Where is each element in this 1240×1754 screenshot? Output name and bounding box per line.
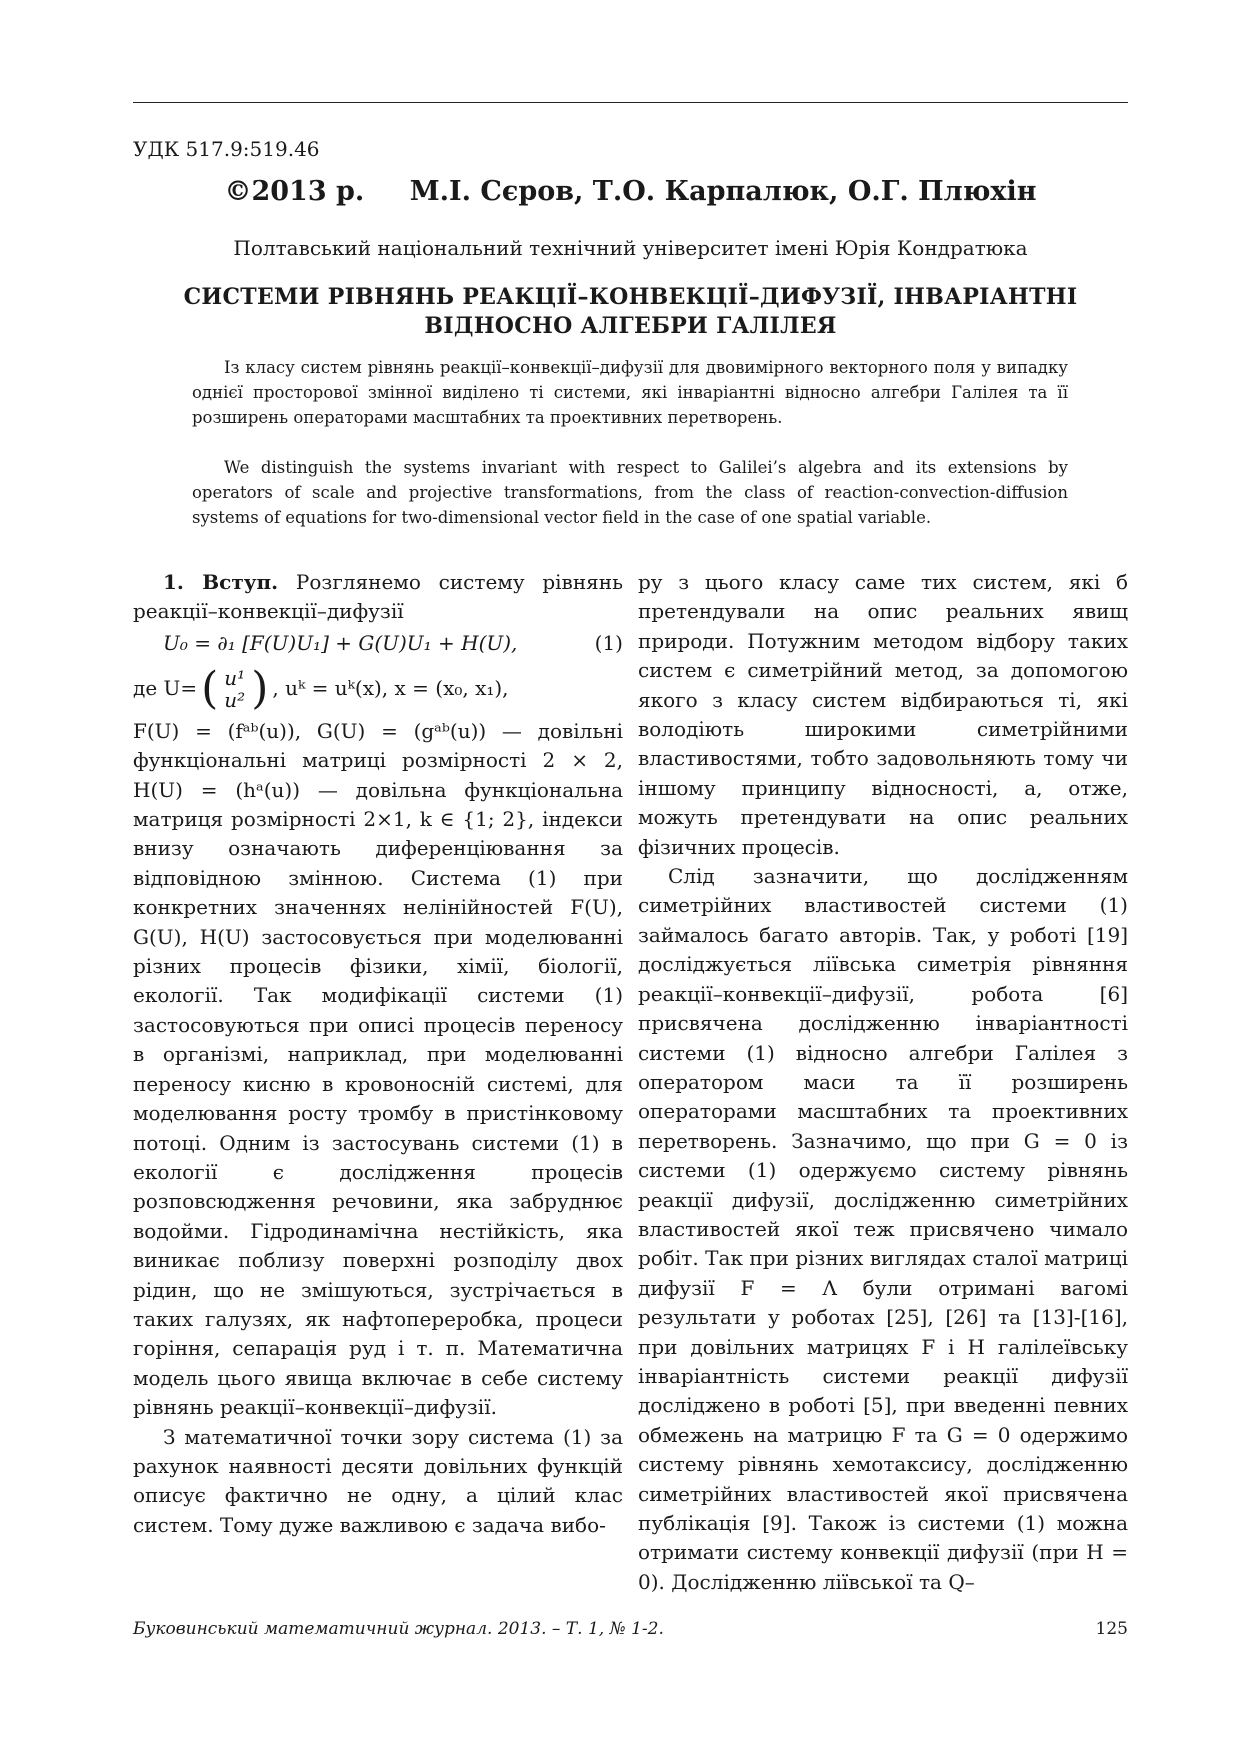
paragraph-2: З математичної точки зору система (1) за рахунок наявності десяти довільних функцій описує фактично не одну, а цілий клас систем. Тому дуже важливою є задача вибо- <box>133 1424 623 1537</box>
equation-number: (1) <box>594 631 623 656</box>
title-line-1: СИСТЕМИ РІВНЯНЬ РЕАКЦІЇ–КОНВЕКЦІЇ–ДИФУЗІЇ, ІНВАРІАНТНІ <box>183 284 1078 310</box>
vector-top: u¹ <box>224 665 246 690</box>
def-prefix: де U= <box>133 676 198 701</box>
copyright-year: ©2013 р. <box>224 176 365 207</box>
equation-body: U₀ = ∂₁ [F(U)U₁] + G(U)U₁ + H(U), <box>163 631 518 656</box>
left-column <box>133 568 623 1540</box>
authors-line <box>133 176 1128 207</box>
title-line-2: ВІДНОСНО АЛГЕБРИ ГАЛІЛЕЯ <box>424 313 837 339</box>
abstract-english: We distinguish the systems invariant with respect to Galilei’s algebra and its extensions by operators of scale and projective transformations, from the class of reaction-convection-diffusion systems of equations for two-dimensional vector field in the case of one spatial variable. <box>192 458 1068 527</box>
header-rule <box>133 102 1128 103</box>
paper-title <box>133 283 1128 341</box>
def-suffix: , uᵏ = uᵏ(x), x = (x₀, x₁), <box>272 676 509 701</box>
page-number: 125 <box>1095 1619 1128 1639</box>
vector-bottom: u² <box>224 687 246 712</box>
paragraph-1-continued: F(U) = (fᵃᵇ(u)), G(U) = (gᵃᵇ(u)) — довільні функціональні матриці розмірності 2 × 2, H(U) = (hᵃ(u)) — довільна функціональна матриця розмірності 2×1, k ∈ {1; 2}, індекси внизу означають диференціювання за відповідною змінною. Система (1) при конкретних значеннях нелінійностей F(U), G(U), H(U) застосовується при моделюванні різних процесів фізики, хімії, біології, екології. Так модифікації системи (1) застосовуються при описі процесів переносу в організмі, наприклад, при моделюванні переносу кисню в кровоносній системі, для моделювання росту тромбу в пристінковому потоці. Одним із застосувань системи (1) в екології є дослідження процесів розповсюдження речовини, яка забруднює водойми. Гідродинамічна нестійкість, яка виникає поблизу поверхні розподілу двох рідин, що не змішуються, зустрічається в таких галузях, як нафтопереробка, процеси горіння, сепарація руд і т. п. Математична модель цього явища включає в себе систему рівнянь реакції–конвекції–дифузії. <box>133 718 623 1420</box>
equation-1 <box>133 627 623 661</box>
vector-u: ( u¹ u² ) <box>201 662 269 714</box>
abstract-ukrainian: Із класу систем рівнянь реакції–конвекції–дифузії для двовимірного векторного поля у випадку однієї просторової змінної виділено ті системи, які інваріантні відносно алгебри Галілея та її розширень операторами масштабних та проективних перетворень. <box>192 358 1068 427</box>
definition-line <box>133 661 623 717</box>
section-heading: 1. Вступ. <box>163 570 279 594</box>
right-column <box>638 568 1128 1597</box>
intro-text: Розглянемо систему рівнянь реакції–конвекції–дифузії <box>133 570 623 624</box>
affiliation: Полтавський національний технічний університет імені Юрія Кондратюка <box>233 236 1028 260</box>
paragraph-symmetry: Слід зазначити, що дослідженням симетрійних властивостей системи (1) займалось багато авторів. Так, у роботі [19] досліджується ліївська симетрія рівняння реакції–конвекції–дифузії, робота [6] присвячена дослідженню інваріантності системи (1) відносно алгебри Галілея з оператором маси та її розширень операторами масштабних та проективних перетворень. Зазначимо, що при G = 0 із системи (1) одержуємо систему рівнянь реакції дифузії, дослідженню симетрійних властивостей якої теж присвячено чимало робіт. Так при різних виглядах сталої матриці дифузії F = Λ були отримані вагомі результати у роботах [25], [26] та [13]-[16], при довільних матрицях F і H галілеївську інваріантність системи реакції дифузії досліджено в роботі [5], при введенні певних обмежень на матрицю F та G = 0 одержимо систему рівнянь хемотаксису, дослідженню симетрійних властивостей якої присвячена публікація [9]. Також із системи (1) можна отримати систему конвекції дифузії (при H = 0). Дослідженню ліївської та Q– <box>638 864 1128 1594</box>
author-names: М.І. Сєров, Т.О. Карпалюк, О.Г. Плюхін <box>409 176 1037 207</box>
intro-paragraph <box>133 568 623 627</box>
paragraph-continued: ру з цього класу саме тих систем, які б претендували на опис реальних явищ природи. Потужним методом відбору таких систем є симетрійний метод, за допомогою якого з класу систем відбираються ті, які володіють широкими симетрійними властивостями, тобто задовольняють тому чи іншому принципу відносності, а, отже, можуть претендувати на опис реальних фізичних процесів. <box>638 570 1128 859</box>
udk-code: УДК 517.9:519.46 <box>133 137 320 161</box>
footer-journal: Буковинський математичний журнал. 2013. – Т. 1, № 1-2. <box>133 1619 664 1639</box>
